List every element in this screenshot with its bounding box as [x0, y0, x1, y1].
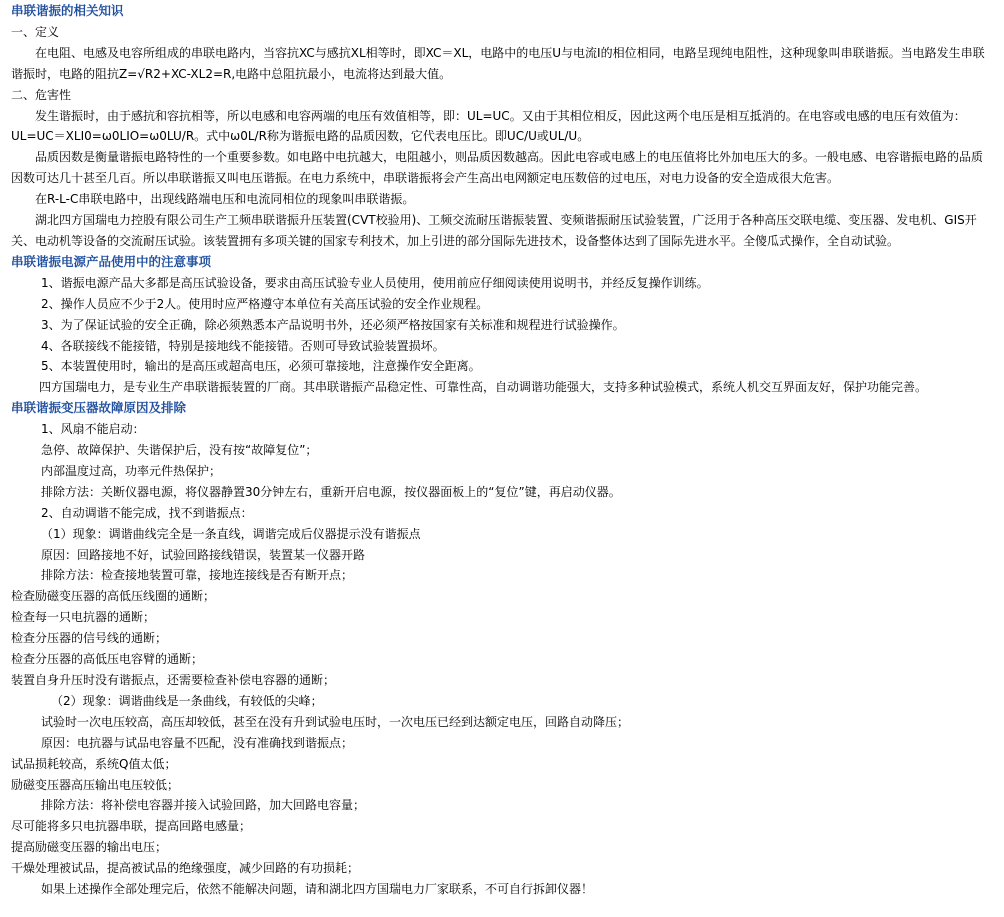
paragraph-line: 装置自身升压时没有谐振点，还需要检查补偿电容器的通断；: [11, 673, 336, 687]
paragraph-line: 提高励磁变压器的输出电压；: [11, 840, 168, 855]
section-heading: 串联谐振变压器故障原因及排除: [11, 400, 187, 416]
paragraph-line: 检查分压器的高低压电容臂的通断；: [11, 652, 204, 667]
paragraph: 发生谐振时，由于感抗和容抗相等，所以电感和电容两端的电压有效值相等，即：UL=UC。又由于其相位相反，因此这两个电压是相互抵消的。在电容或电感的电压有效值为：UL=UC＝XLI0=ω0LIO=ω0LU/R。式中ω0L/R称为谐振电路的品质因数，它代表电压比。即UC/U或UL/U。: [11, 108, 966, 144]
list-line: 原因：回路接地不好，试验回路接线错误，装置某一仪器开路: [41, 547, 366, 562]
paragraph-line: 检查励磁变压器的高低压线圈的通断；: [11, 589, 216, 604]
paragraph-line: 二、危害性: [11, 87, 72, 102]
list-line: 内部温度过高，功率元件热保护；: [41, 463, 222, 478]
list-line: 1、谐振电源产品大多都是高压试验设备，要求由高压试验专业人员使用，使用前应仔细阅读使用说明书，并经反复操作训练。: [41, 275, 709, 290]
list-line: 排除方法：检查接地装置可靠，接地连接线是否有断开点；: [41, 568, 354, 583]
list-line: （2）现象：调谐曲线是一条曲线，有较低的尖峰；: [51, 693, 323, 708]
paragraph-line: 干燥处理被试品，提高被试品的绝缘强度，减少回路的有功损耗；: [11, 861, 360, 876]
paragraph-line: 在R-L-C串联电路中，出现线路端电压和电流同相位的现象叫串联谐振。: [35, 192, 415, 207]
paragraph-line: 检查每一只电抗器的通断；: [11, 610, 156, 625]
list-line: 4、各联接线不能接错，特别是接地线不能接错。否则可导致试验装置损坏。: [41, 338, 445, 353]
list-line: 如果上述操作全部处理完后，依然不能解决问题，请和湖北四方国瑞电力厂家联系，不可自行拆卸仪器！: [41, 882, 594, 897]
list-line: （1）现象：调谐曲线完全是一条直线，调谐完成后仪器提示没有谐振点: [41, 526, 421, 541]
list-line: 排除方法：将补偿电容器并接入试验回路，加大回路电容量；: [41, 798, 366, 813]
section-heading: 串联谐振的相关知识: [11, 3, 124, 18]
paragraph: 在电阻、电感及电容所组成的串联电路内，当容抗XC与感抗XL相等时，即XC＝XL，电路中的电压U与电流I的相位相同，电路呈现纯电阻性，这种现象叫串联谐振。当电路发生串联谐振时，电路的阻抗Z=√R2+XC-XL2=R,电路中总阻抗最小，电流将达到最大值。: [11, 45, 985, 81]
list-line: 急停、故障保护、失谐保护后，没有按“故障复位”；: [41, 443, 318, 458]
paragraph: 湖北四方国瑞电力控股有限公司生产工频串联谐振升压装置(CVT校验用)、工频交流耐压谐振装置、变频谐振耐压试验装置，广泛用于各种高压交联电缆、变压器、发电机、GIS开关、电动机等设备的交流耐压试验。该装置拥有多项关键的国家专利技术，加上引进的部分国际先进技术，设备整体达到了国际先进水平。全傻瓜式操作，全自动试验。: [11, 213, 977, 248]
list-line: 3、为了保证试验的安全正确，除必须熟悉本产品说明书外，还必须严格按国家有关标准和规程进行试验操作。: [41, 317, 625, 332]
list-line: 5、本装置使用时，输出的是高压或超高电压，必须可靠接地，注意操作安全距离。: [41, 359, 481, 374]
paragraph-line: 尽可能将多只电抗器串联，提高回路电感量；: [11, 819, 252, 834]
list-line: 2、操作人员应不少于2人。使用时应严格遵守本单位有关高压试验的安全作业规程。: [41, 296, 489, 311]
section-heading: 串联谐振电源产品使用中的注意事项: [11, 253, 212, 269]
list-line: 试验时一次电压较高，高压却较低，甚至在没有升到试验电压时，一次电压已经到达额定电压，回路自动降压；: [41, 714, 630, 729]
paragraph-line: 四方国瑞电力，是专业生产串联谐振装置的厂商。其串联谐振产品稳定性、可靠性高，自动调谐功能强大，支持多种试验模式，系统人机交互界面友好，保护功能完善。: [39, 380, 928, 395]
paragraph-line: 一、定义: [11, 24, 60, 39]
paragraph-line: 检查分压器的信号线的通断；: [11, 631, 168, 646]
paragraph-line: 励磁变压器高压输出电压较低；: [11, 777, 180, 792]
list-line: 排除方法：关断仪器电源，将仪器静置30分钟左右，重新开启电源，按仪器面板上的“复位”键，再启动仪器。: [41, 484, 621, 499]
paragraph-line: 试品损耗较高，系统Q值太低；: [11, 756, 177, 771]
list-line: 1、风扇不能启动：: [41, 422, 145, 437]
list-line: 2、自动调谐不能完成，找不到谐振点：: [41, 505, 253, 520]
paragraph: 品质因数是衡量谐振电路特性的一个重要参数。如电路中电抗越大，电阻越小，则品质因数越高。因此电容或电感上的电压值将比外加电压大的多。一般电感、电容谐振电路的品质因数可达几十甚至几百。所以串联谐振又叫电压谐振。在电力系统中，串联谐振将会产生高出电网额定电压数倍的过电压，对电力设备的安全造成很大危害。: [11, 150, 984, 186]
list-line: 原因：电抗器与试品电容量不匹配，没有准确找到谐振点；: [41, 735, 354, 750]
